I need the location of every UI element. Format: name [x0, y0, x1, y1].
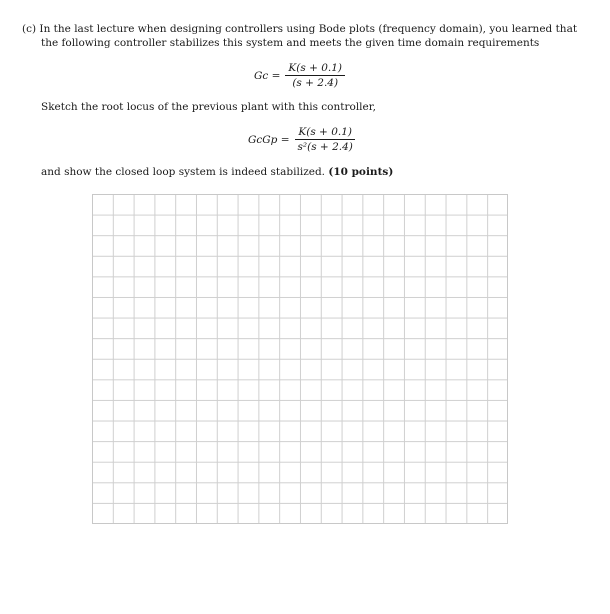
sketch-grid[interactable]	[92, 194, 508, 524]
controller-denominator: (s + 2.4)	[292, 77, 339, 89]
points-label: (10 points)	[328, 166, 394, 178]
controller-equation-lhs: Gc =	[254, 69, 281, 82]
open-loop-equation	[248, 126, 356, 153]
closing-text: and show the closed loop system is indeed stabilized.	[41, 166, 326, 178]
problem-intro	[22, 22, 582, 50]
open-loop-denominator: s²(s + 2.4)	[297, 141, 353, 153]
open-loop-numerator: K(s + 0.1)	[295, 126, 355, 140]
open-loop-equation-lhs: GcGp =	[248, 133, 290, 146]
problem-label: (c)	[22, 23, 37, 35]
open-loop-fraction	[295, 126, 356, 153]
intro-line-2: the following controller stabilizes this system and meets the given time domain requirements	[41, 37, 540, 49]
closing-instruction	[41, 166, 393, 178]
controller-equation	[254, 62, 345, 89]
intro-text-1: In the last lecture when designing controllers using Bode plots (frequency domain), you learned that	[39, 23, 578, 35]
controller-fraction	[285, 62, 345, 89]
controller-numerator: K(s + 0.1)	[285, 62, 345, 76]
sketch-instruction: Sketch the root locus of the previous plant with this controller,	[41, 101, 376, 113]
intro-line-1	[22, 22, 582, 36]
